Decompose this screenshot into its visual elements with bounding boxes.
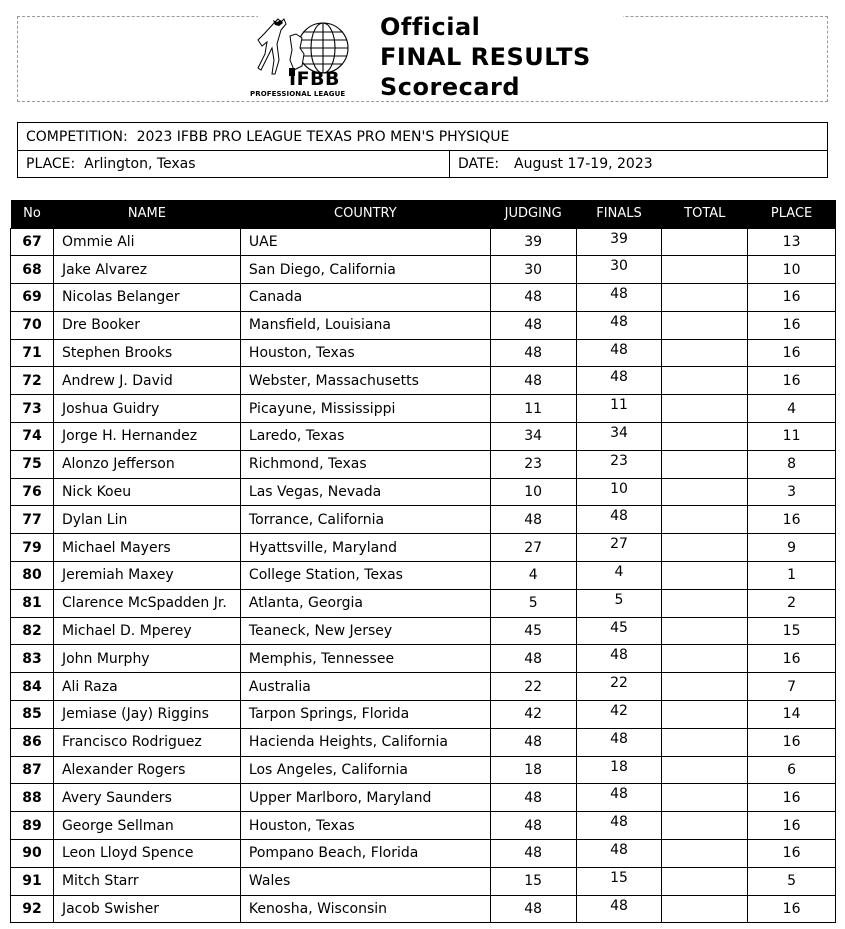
place-date-row [18,151,827,178]
athlete-number: 85 [11,701,54,729]
judging-score: 48 [490,840,576,868]
judging-score: 48 [490,895,576,923]
final-place: 16 [748,728,836,756]
final-place: 16 [748,284,836,312]
results-table [10,200,836,923]
athlete-name: Jorge H. Hernandez [53,423,240,451]
table-row [11,673,836,701]
athlete-name: Nick Koeu [53,478,240,506]
finals-score: 48 [576,506,662,534]
athlete-number: 68 [11,256,54,284]
table-row [11,478,836,506]
total-score [662,562,748,590]
judging-score: 42 [490,701,576,729]
finals-score: 48 [576,284,662,312]
finals-score: 18 [576,756,662,784]
competition-row [18,123,827,151]
final-place: 16 [748,367,836,395]
athlete-number: 91 [11,867,54,895]
finals-score: 48 [576,311,662,339]
athlete-number: 83 [11,645,54,673]
total-score [662,895,748,923]
athlete-number: 88 [11,784,54,812]
athlete-country: Canada [240,284,490,312]
athlete-name: Ali Raza [53,673,240,701]
total-score [662,756,748,784]
total-score [662,367,748,395]
athlete-name: Avery Saunders [53,784,240,812]
judging-score: 48 [490,339,576,367]
athlete-name: Michael D. Mperey [53,617,240,645]
total-score [662,840,748,868]
judging-score: 48 [490,812,576,840]
table-row [11,395,836,423]
place-value: Arlington, Texas [84,156,196,172]
athlete-number: 81 [11,589,54,617]
total-score [662,311,748,339]
judging-score: 15 [490,867,576,895]
final-place: 16 [748,784,836,812]
athlete-number: 77 [11,506,54,534]
athlete-country: Richmond, Texas [240,450,490,478]
athlete-country: Memphis, Tennessee [240,645,490,673]
athlete-country: Hyattsville, Maryland [240,534,490,562]
final-place: 6 [748,756,836,784]
date-value: August 17-19, 2023 [514,156,653,172]
final-place: 7 [748,673,836,701]
final-place: 16 [748,840,836,868]
header-total: TOTAL [662,200,748,228]
athlete-name: Mitch Starr [53,867,240,895]
final-place: 16 [748,645,836,673]
athlete-name: Dylan Lin [53,506,240,534]
judging-score: 48 [490,367,576,395]
title-line-2: FINAL RESULTS [380,43,591,71]
table-row [11,311,836,339]
athlete-country: UAE [240,228,490,256]
table-row [11,895,836,923]
total-score [662,701,748,729]
table-row [11,589,836,617]
total-score [662,339,748,367]
finals-score: 48 [576,645,662,673]
competition-label: COMPETITION: [26,129,128,145]
athlete-country: Las Vegas, Nevada [240,478,490,506]
athlete-country: Mansfield, Louisiana [240,311,490,339]
athlete-name: Stephen Brooks [53,339,240,367]
athlete-country: Hacienda Heights, California [240,728,490,756]
judging-score: 10 [490,478,576,506]
table-row [11,506,836,534]
date-cell [450,151,827,178]
athlete-country: Laredo, Texas [240,423,490,451]
final-place: 16 [748,311,836,339]
athlete-country: Los Angeles, California [240,756,490,784]
title-line-1: Official [380,13,481,41]
final-place: 14 [748,701,836,729]
athlete-number: 87 [11,756,54,784]
athlete-name: Dre Booker [53,311,240,339]
judging-score: 48 [490,784,576,812]
judging-score: 48 [490,311,576,339]
athlete-country: Teaneck, New Jersey [240,617,490,645]
finals-score: 48 [576,840,662,868]
finals-score: 15 [576,867,662,895]
table-row [11,701,836,729]
total-score [662,256,748,284]
judging-score: 4 [490,562,576,590]
table-row [11,284,836,312]
total-score [662,673,748,701]
athlete-name: Ommie Ali [53,228,240,256]
final-place: 4 [748,395,836,423]
ifbb-logo [245,18,370,100]
finals-score: 4 [576,562,662,590]
total-score [662,506,748,534]
athlete-number: 73 [11,395,54,423]
place-label: PLACE: [26,156,76,172]
athlete-name: Joshua Guidry [53,395,240,423]
total-score [662,728,748,756]
header-place: PLACE [748,200,836,228]
finals-score: 42 [576,701,662,729]
athlete-number: 76 [11,478,54,506]
judging-score: 48 [490,506,576,534]
athlete-number: 82 [11,617,54,645]
finals-score: 30 [576,256,662,284]
competition-info-box [17,122,828,178]
total-score [662,450,748,478]
table-row [11,228,836,256]
athlete-number: 84 [11,673,54,701]
logo-subtitle: PROFESSIONAL LEAGUE [250,90,346,98]
header-no: No [11,200,54,228]
athlete-name: George Sellman [53,812,240,840]
header-name: NAME [53,200,240,228]
athlete-country: Tarpon Springs, Florida [240,701,490,729]
finals-score: 5 [576,589,662,617]
total-score [662,534,748,562]
finals-score: 23 [576,450,662,478]
final-place: 2 [748,589,836,617]
judging-score: 45 [490,617,576,645]
table-row [11,367,836,395]
athlete-country: Houston, Texas [240,812,490,840]
final-place: 10 [748,256,836,284]
final-place: 5 [748,867,836,895]
header-judging: JUDGING [490,200,576,228]
date-label: DATE: [458,156,500,172]
athlete-number: 90 [11,840,54,868]
athlete-name: Leon Lloyd Spence [53,840,240,868]
athlete-number: 72 [11,367,54,395]
athlete-number: 67 [11,228,54,256]
table-row [11,784,836,812]
final-place: 15 [748,617,836,645]
athlete-country: San Diego, California [240,256,490,284]
judging-score: 39 [490,228,576,256]
finals-score: 22 [576,673,662,701]
finals-score: 48 [576,728,662,756]
table-row [11,812,836,840]
athlete-number: 71 [11,339,54,367]
logo-mark: IFBB [289,68,341,90]
athlete-country: Webster, Massachusetts [240,367,490,395]
judging-score: 48 [490,284,576,312]
athlete-name: Nicolas Belanger [53,284,240,312]
final-place: 13 [748,228,836,256]
judging-score: 5 [490,589,576,617]
competition-value: 2023 IFBB PRO LEAGUE TEXAS PRO MEN'S PHYSIQUE [136,129,510,145]
finals-score: 48 [576,784,662,812]
athlete-name: Jeremiah Maxey [53,562,240,590]
final-place: 16 [748,339,836,367]
judging-score: 23 [490,450,576,478]
athlete-number: 89 [11,812,54,840]
judging-score: 48 [490,728,576,756]
finals-score: 10 [576,478,662,506]
table-row [11,728,836,756]
total-score [662,395,748,423]
final-place: 1 [748,562,836,590]
finals-score: 39 [576,228,662,256]
place-cell [18,151,450,178]
judging-score: 11 [490,395,576,423]
athlete-number: 80 [11,562,54,590]
athlete-country: Pompano Beach, Florida [240,840,490,868]
athlete-name: Francisco Rodriguez [53,728,240,756]
athlete-country: Australia [240,673,490,701]
table-row [11,756,836,784]
judging-score: 48 [490,645,576,673]
scorecard-title [380,12,591,102]
table-row [11,450,836,478]
athlete-number: 74 [11,423,54,451]
athlete-number: 75 [11,450,54,478]
total-score [662,784,748,812]
athlete-name: Michael Mayers [53,534,240,562]
table-row [11,562,836,590]
athlete-number: 70 [11,311,54,339]
athlete-country: Wales [240,867,490,895]
athlete-country: Houston, Texas [240,339,490,367]
table-row [11,645,836,673]
judging-score: 18 [490,756,576,784]
final-place: 9 [748,534,836,562]
finals-score: 45 [576,617,662,645]
table-header-row [11,200,836,228]
table-row [11,256,836,284]
judging-score: 34 [490,423,576,451]
finals-score: 48 [576,339,662,367]
athlete-number: 79 [11,534,54,562]
total-score [662,617,748,645]
total-score [662,867,748,895]
judging-score: 22 [490,673,576,701]
title-line-3: Scorecard [380,73,521,101]
athlete-country: Atlanta, Georgia [240,589,490,617]
judging-score: 30 [490,256,576,284]
total-score [662,645,748,673]
table-row [11,867,836,895]
athlete-name: Alexander Rogers [53,756,240,784]
athlete-name: Jake Alvarez [53,256,240,284]
table-row [11,423,836,451]
final-place: 16 [748,812,836,840]
table-row [11,339,836,367]
athlete-name: John Murphy [53,645,240,673]
athlete-name: Alonzo Jefferson [53,450,240,478]
header-country: COUNTRY [240,200,490,228]
header-finals: FINALS [576,200,662,228]
athlete-name: Andrew J. David [53,367,240,395]
total-score [662,423,748,451]
total-score [662,228,748,256]
total-score [662,589,748,617]
athlete-name: Jemiase (Jay) Riggins [53,701,240,729]
finals-score: 27 [576,534,662,562]
final-place: 3 [748,478,836,506]
athlete-number: 69 [11,284,54,312]
table-row [11,840,836,868]
judging-score: 27 [490,534,576,562]
table-row [11,617,836,645]
final-place: 16 [748,506,836,534]
athlete-number: 86 [11,728,54,756]
athlete-country: Kenosha, Wisconsin [240,895,490,923]
athlete-country: Upper Marlboro, Maryland [240,784,490,812]
athlete-name: Clarence McSpadden Jr. [53,589,240,617]
finals-score: 11 [576,395,662,423]
athlete-name: Jacob Swisher [53,895,240,923]
final-place: 8 [748,450,836,478]
finals-score: 34 [576,423,662,451]
total-score [662,284,748,312]
table-row [11,534,836,562]
total-score [662,812,748,840]
athlete-number: 92 [11,895,54,923]
finals-score: 48 [576,367,662,395]
final-place: 16 [748,895,836,923]
athlete-country: College Station, Texas [240,562,490,590]
total-score [662,478,748,506]
athlete-country: Picayune, Mississippi [240,395,490,423]
athlete-country: Torrance, California [240,506,490,534]
finals-score: 48 [576,895,662,923]
final-place: 11 [748,423,836,451]
finals-score: 48 [576,812,662,840]
